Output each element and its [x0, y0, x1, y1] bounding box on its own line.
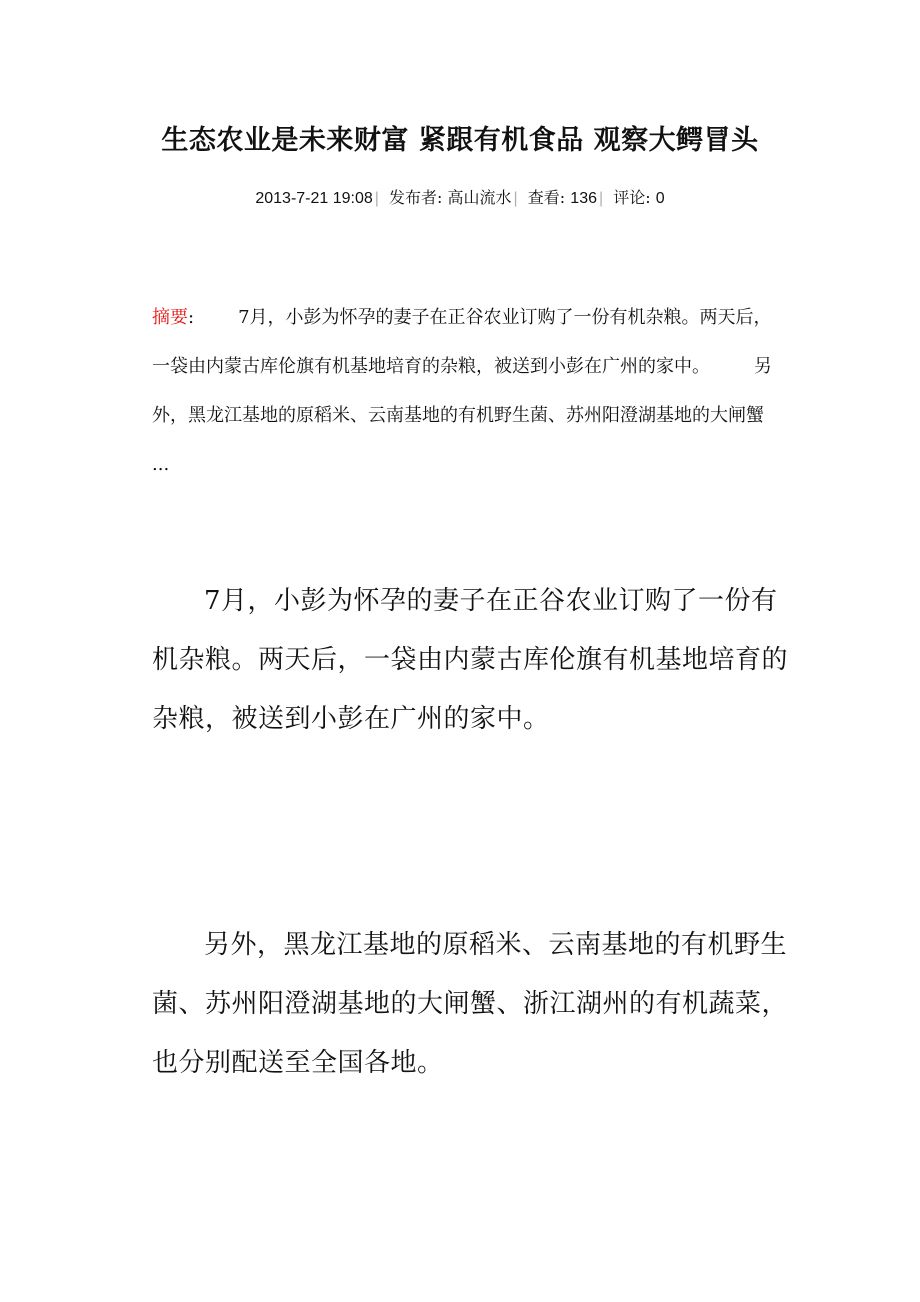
- article-title: 生态农业是未来财富 紧跟有机食品 观察大鳄冒头: [161, 125, 759, 156]
- meta-separator: |: [599, 190, 604, 207]
- comments-count[interactable]: 0: [655, 190, 665, 207]
- views-label: 查看:: [527, 188, 566, 207]
- author-label: 发布者:: [389, 188, 443, 207]
- summary-label: 摘要: [152, 307, 188, 328]
- article-meta: [0, 185, 920, 208]
- views-count: 136: [570, 190, 597, 207]
- publish-datetime: 2013-7-21 19:08: [255, 190, 373, 207]
- meta-separator: |: [374, 190, 379, 207]
- summary-colon: :: [188, 307, 195, 328]
- author-name[interactable]: 高山流水: [447, 188, 512, 207]
- meta-separator: |: [513, 190, 518, 207]
- body-paragraph-1: 7月，小彭为怀孕的妻子在正谷农业订购了一份有机杂粮。两天后，一袋由内蒙古库伦旗有机基地培育的杂粮，被送到小彭在广州的家中。: [152, 586, 789, 734]
- summary-text-part2: 另外，黑龙江基地的原稻米、云南基地的有机野生菌、苏州阳澄湖基地的大闸蟹 ...: [152, 356, 772, 475]
- comments-label: 评论:: [613, 188, 651, 207]
- article-summary: [152, 293, 777, 489]
- summary-text-part1: 7月，小彭为怀孕的妻子在正谷农业订购了一份有机杂粮。两天后，一袋由内蒙古库伦旗有机基地培育的杂粮，被送到小彭在广州的家中。: [152, 307, 772, 377]
- body-paragraph-2: 另外，黑龙江基地的原稻米、云南基地的有机野生菌、苏州阳澄湖基地的大闸蟹、浙江湖州的有机蔬菜，也分别配送至全国各地。: [152, 930, 789, 1078]
